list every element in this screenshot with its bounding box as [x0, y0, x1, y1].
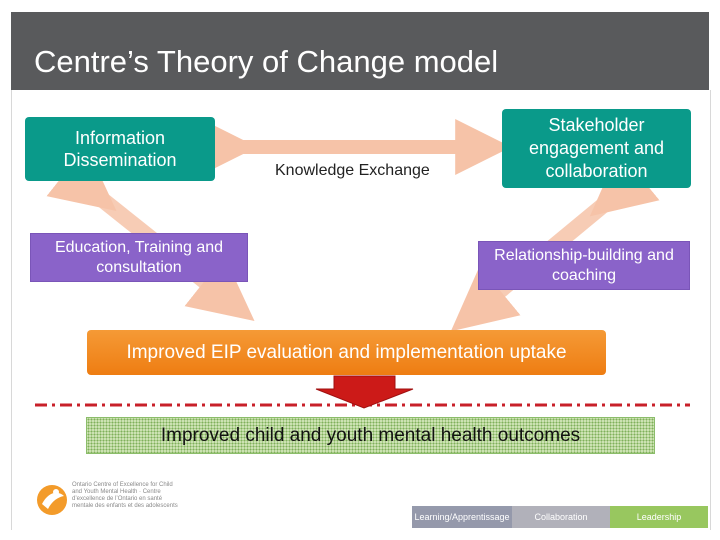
footer-tab-collaboration-label: Collaboration: [534, 512, 588, 522]
footer-tab-leadership: [610, 506, 708, 528]
footer-tab-collaboration: [512, 506, 610, 528]
centre-logo-text: Ontario Centre of Excellence for Child and Youth Mental Health · Centre d’excellence de l’Ontario en santé mentale des enfants et des adolescents: [72, 482, 178, 509]
footer-tab-leadership-label: Leadership: [636, 512, 682, 522]
knowledge-exchange-label: Knowledge Exchange: [275, 162, 430, 179]
education-training-label: Education, Training and consultation: [54, 239, 224, 276]
improved-eip-label: Improved EIP evaluation and implementation uptake: [126, 341, 567, 363]
page-title: Centre’s Theory of Change model: [34, 44, 499, 79]
relationship-building-label: Relationship-building and coaching: [494, 246, 674, 284]
footer-tab-learning-label: Learning/Apprentissage: [414, 512, 510, 522]
footer-tab-learning: [412, 506, 512, 528]
stakeholder-engagement-label: Stakeholder engagement and collaboration: [528, 115, 665, 181]
information-dissemination-label: Information Dissemination: [63, 128, 177, 170]
centre-logo-icon: [37, 485, 67, 515]
mental-health-outcomes-label: Improved child and youth mental health outcomes: [160, 424, 581, 446]
